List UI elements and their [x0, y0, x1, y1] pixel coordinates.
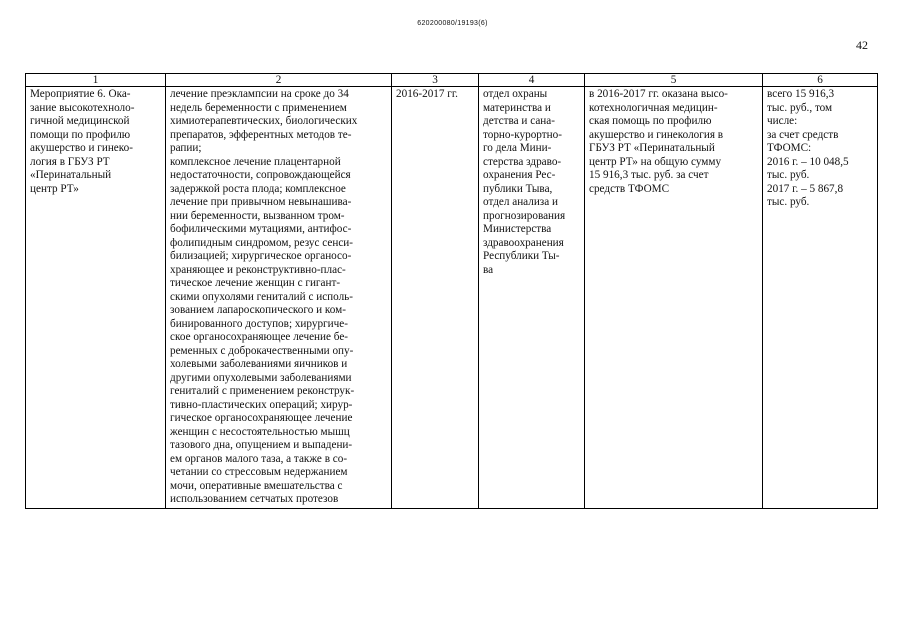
cell-text-line: прогнозирования — [483, 209, 566, 222]
column-number-5: 5 — [585, 74, 763, 87]
cell-text-line: акушерство и гинеко- — [30, 142, 133, 154]
cell-text-line: ва — [483, 263, 494, 276]
measures-table — [25, 73, 878, 509]
cell-text-line: комплексное лечение плацентарной — [170, 155, 341, 168]
cell-text-line: 15 916,3 тыс. руб. за счет — [589, 169, 709, 181]
cell-text-line: тыс. руб. — [767, 169, 810, 181]
cell-text-line: тазового дна, опущением и выпадени- — [170, 439, 353, 451]
column-number-6: 6 — [763, 74, 878, 87]
treatment-description-cell — [166, 87, 392, 509]
cell-text-line: котехнологичная медицин- — [589, 101, 718, 114]
column-number-1: 1 — [26, 74, 166, 87]
cell-text-line: другими опухолевыми заболеваниями — [170, 371, 352, 384]
cell-text-line: билизацией; хирургическое органосо- — [170, 250, 352, 262]
cell-text-line: тыс. руб. — [767, 196, 810, 208]
cell-text-line: всего 15 916,3 — [767, 88, 835, 100]
cell-text-line: гениталий с применением реконструк- — [170, 385, 355, 397]
cell-text-line: женщин с несостоятельностью мышц — [170, 425, 350, 438]
column-number-row — [26, 74, 878, 87]
cell-text-line: бинированного доступов; хирургиче- — [170, 317, 348, 330]
cell-text-line: числе: — [767, 115, 798, 127]
cell-text-line: тическое лечение женщин с гигант- — [170, 277, 341, 289]
cell-text-line: храняющее и реконструктивно-плас- — [170, 263, 346, 276]
responsible-cell — [479, 87, 585, 509]
cell-text-line: 2016 г. – 10 048,5 — [767, 155, 849, 168]
cell-text-line: Республики Ты- — [483, 250, 560, 262]
cell-text-line: за счет средств — [767, 128, 839, 141]
period-cell — [392, 87, 479, 509]
cell-text-line: публики Тыва, — [483, 182, 553, 195]
cell-text-line: 2016-2017 гг. — [396, 88, 458, 100]
cell-text-line: отдел охраны — [483, 88, 548, 100]
cell-text-line: ское органосохраняющее лечение бе- — [170, 331, 349, 343]
cell-text-line: ГБУЗ РТ «Перинатальный — [589, 142, 715, 154]
cell-text-line: гичной медицинской — [30, 115, 130, 127]
cell-text-line: рапии; — [170, 142, 202, 154]
cell-text-line: Министерства — [483, 223, 552, 235]
measure-name-cell — [26, 87, 166, 509]
cell-text-line: стерства здраво- — [483, 155, 562, 168]
cell-text-line: недостаточности, сопровождающейся — [170, 169, 351, 181]
cell-text-line: мочи, оперативные вмешательства с — [170, 479, 343, 492]
cell-text-line: центр РТ» на общую сумму — [589, 155, 722, 168]
cell-text-line: отдел анализа и — [483, 196, 558, 208]
cell-text-line: ем органов малого таза, а также в со- — [170, 452, 348, 465]
cell-text-line: гическое органосохраняющее лечение — [170, 412, 353, 424]
cell-text-line: логия в ГБУЗ РТ — [30, 155, 110, 168]
cell-text-line: охранения Рес- — [483, 169, 556, 181]
cell-text-line: средств ТФОМС — [589, 182, 670, 195]
cell-text-line: лечение преэклампсии на сроке до 34 — [170, 88, 349, 100]
cell-text-line: го дела Мини- — [483, 142, 552, 154]
cell-text-line: нии беременности, вызванном тром- — [170, 209, 345, 222]
cell-text-line: помощи по профилю — [30, 128, 131, 141]
funding-cell — [763, 87, 878, 509]
cell-text-line: холевыми заболеваниями яичников и — [170, 358, 348, 370]
cell-text-line: химиотерапевтических, биологических — [170, 115, 358, 127]
cell-text-line: зованием лапароскопического и ком- — [170, 304, 346, 316]
cell-text-line: акушерство и гинекология в — [589, 128, 724, 141]
cell-text-line: недель беременности с применением — [170, 101, 347, 114]
document-id: 620200080/19193(6) — [417, 20, 488, 27]
column-number-3: 3 — [392, 74, 479, 87]
cell-text-line: тивно-пластических операций; хирур- — [170, 398, 353, 411]
cell-text-line: зание высокотехноло- — [30, 101, 135, 114]
cell-text-line: бофилическими мутациями, антифос- — [170, 223, 352, 235]
column-number-2: 2 — [166, 74, 392, 87]
cell-text-line: 2017 г. – 5 867,8 — [767, 182, 844, 195]
cell-text-line: задержкой роста плода; комплексное — [170, 182, 346, 195]
cell-text-line: ременных с доброкачественными опу- — [170, 344, 354, 357]
page-number: 42 — [856, 38, 868, 52]
cell-text-line: в 2016-2017 гг. оказана высо- — [589, 88, 728, 100]
cell-text-line: тыс. руб., том — [767, 101, 833, 114]
cell-text-line: использованием сетчатых протезов — [170, 493, 339, 505]
cell-text-line: торно-курортно- — [483, 128, 562, 141]
cell-text-line: скими опухолями гениталий с исполь- — [170, 290, 354, 303]
cell-text-line: «Перинатальный — [30, 169, 112, 181]
cell-text-line: ская помощь по профилю — [589, 115, 712, 127]
cell-text-line: центр РТ» — [30, 182, 79, 195]
cell-text-line: ТФОМС: — [767, 142, 812, 154]
cell-text-line: препаратов, эфферентных методов те- — [170, 128, 352, 141]
result-cell — [585, 87, 763, 509]
cell-text-line: детства и сана- — [483, 115, 555, 127]
column-number-4: 4 — [479, 74, 585, 87]
cell-text-line: фолипидным синдромом, резус сенси- — [170, 236, 354, 249]
cell-text-line: материнства и — [483, 101, 551, 114]
cell-text-line: четании со стрессовым недержанием — [170, 466, 348, 478]
cell-text-line: здравоохранения — [483, 236, 564, 249]
cell-text-line: Мероприятие 6. Ока- — [30, 88, 131, 100]
cell-text-line: лечение при привычном невынашива- — [170, 196, 352, 208]
table-row — [26, 87, 878, 509]
